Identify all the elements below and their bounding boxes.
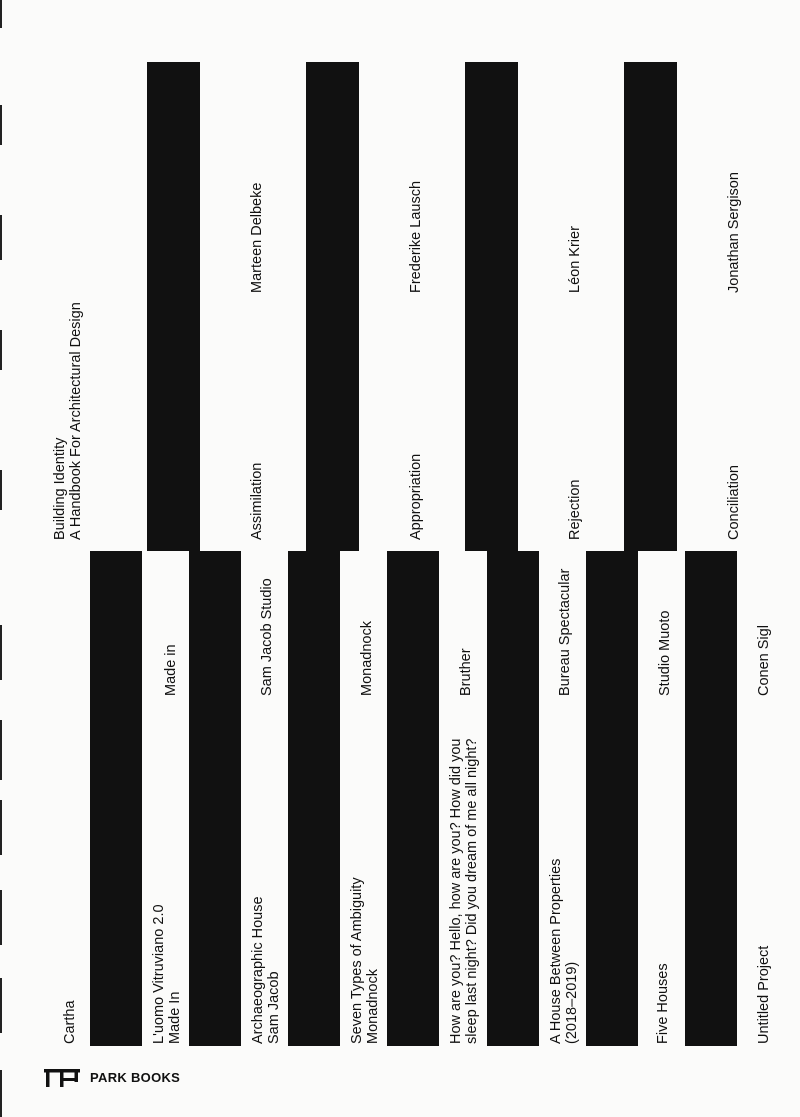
- edge-mark: [0, 720, 2, 780]
- series-name: Cartha: [62, 1000, 78, 1044]
- lower-bar: [189, 551, 241, 1046]
- edge-mark: [0, 625, 2, 680]
- book-title-line1: Building Identity: [52, 437, 68, 540]
- edge-mark: [0, 215, 2, 260]
- essay-author: Léon Krier: [567, 226, 583, 293]
- publisher-name: PARK BOOKS: [90, 1069, 181, 1085]
- publisher-logo: [44, 1066, 180, 1088]
- upper-bar: [147, 62, 200, 551]
- essay-author: Jonathan Sergison: [726, 172, 742, 293]
- project-title: How are you? Hello, how are you? How did you sleep last night? Did you dream of me all night?: [448, 738, 480, 1044]
- architect-name: Bruther: [458, 648, 474, 696]
- architect-name: Monadnock: [359, 621, 375, 696]
- theme-label: Rejection: [567, 479, 583, 540]
- lower-bar: [288, 551, 340, 1046]
- essay-author: Frederike Lausch: [408, 180, 424, 293]
- essay-author: Marteen Delbeke: [249, 182, 265, 293]
- edge-mark: [0, 890, 2, 945]
- architect-name: Bureau Spectacular: [557, 568, 573, 696]
- edge-mark: [0, 470, 2, 510]
- theme-label: Appropriation: [408, 453, 424, 540]
- lower-bar: [685, 551, 737, 1046]
- project-title: L'uomo Vitruviano 2.0 Made In: [151, 904, 183, 1044]
- upper-bar: [306, 62, 359, 551]
- park-books-bench-icon: [44, 1066, 80, 1088]
- edge-mark: [0, 0, 2, 28]
- architect-name: Made in: [163, 644, 179, 696]
- upper-bar: [465, 62, 518, 551]
- edge-mark: [0, 330, 2, 370]
- lower-bar: [387, 551, 439, 1046]
- project-title: A House Between Properties (2018–2019): [548, 858, 580, 1044]
- lower-bar: [487, 551, 539, 1046]
- book-title-line2: A Handbook For Architectural Design: [68, 302, 84, 540]
- project-title: Five Houses: [655, 963, 671, 1044]
- architect-name: Studio Muoto: [657, 610, 673, 696]
- project-title: Archaeographic House Sam Jacob: [250, 896, 282, 1044]
- architect-name: Conen Sigl: [756, 625, 772, 696]
- theme-label: Conciliation: [726, 465, 742, 540]
- edge-mark: [0, 978, 2, 1033]
- edge-mark: [0, 1070, 2, 1117]
- lower-bar: [586, 551, 638, 1046]
- project-title: Untitled Project: [756, 945, 772, 1044]
- theme-label: Assimilation: [249, 462, 265, 540]
- edge-mark: [0, 105, 2, 145]
- project-title: Seven Types of Ambiguity Monadnock: [349, 877, 381, 1044]
- architect-name: Sam Jacob Studio: [259, 578, 275, 696]
- book-title: [52, 302, 84, 540]
- upper-bar: [624, 62, 677, 551]
- edge-mark: [0, 800, 2, 855]
- lower-bar: [90, 551, 142, 1046]
